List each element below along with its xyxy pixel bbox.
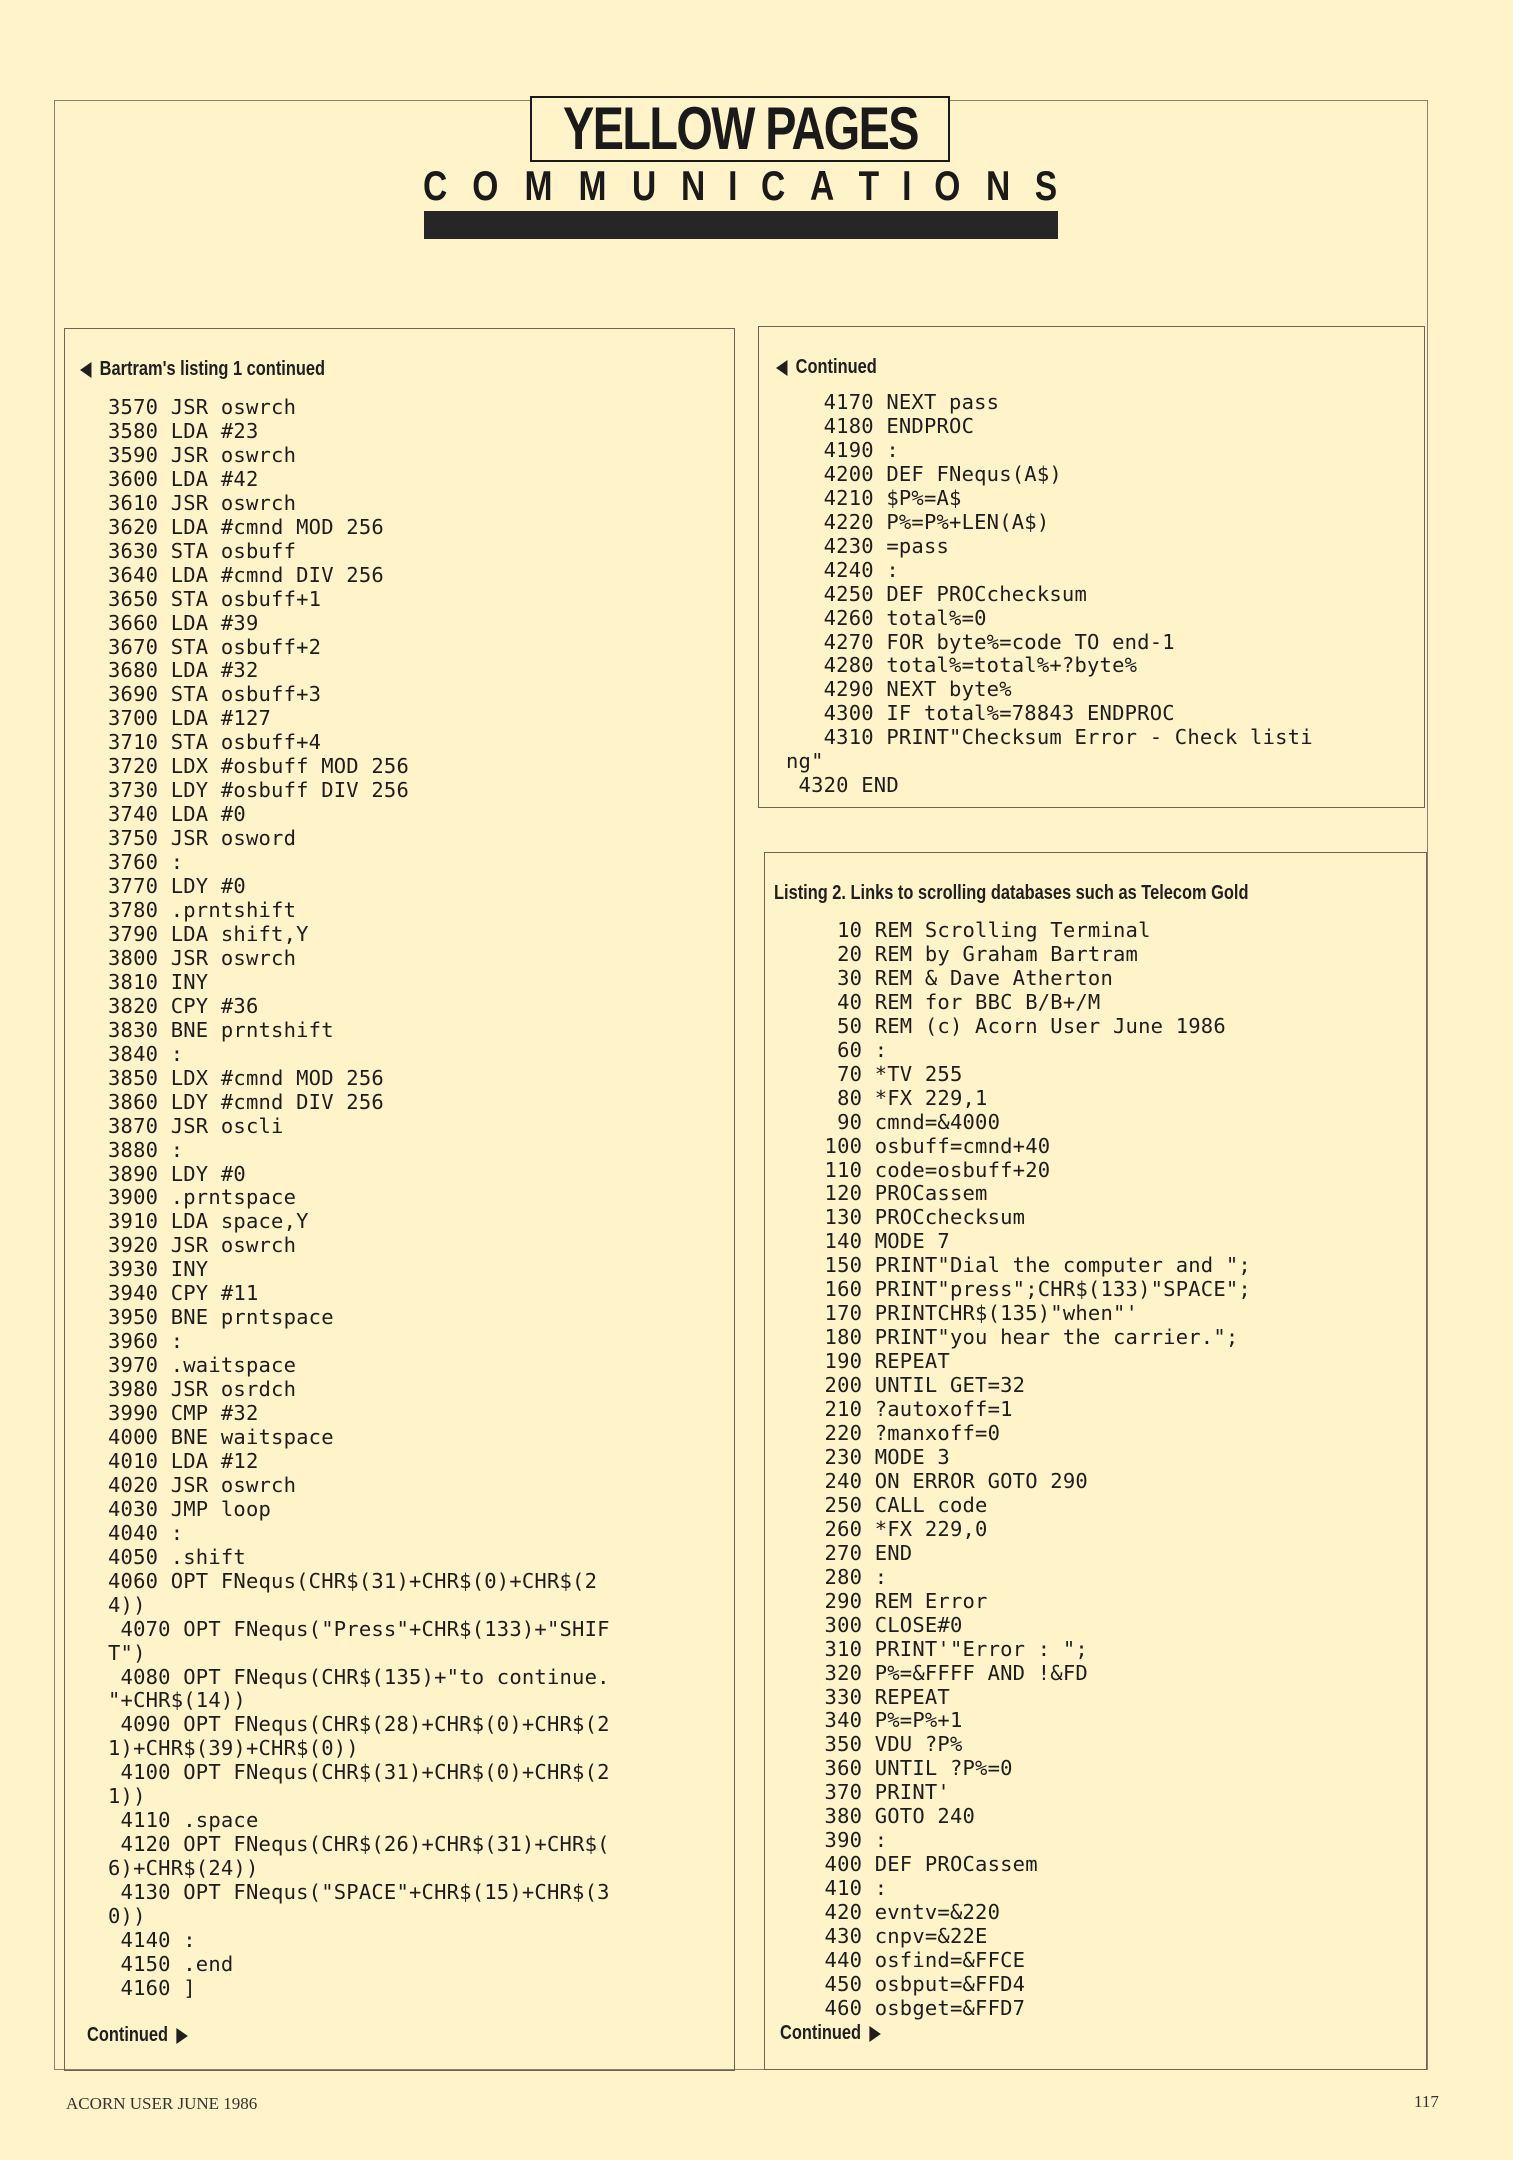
- listing-2-continued: Continued: [780, 2022, 881, 2045]
- listing-2-code: 10 REM Scrolling Terminal 20 REM by Graham Bartram 30 REM & Dave Atherton 40 REM for BBC B/B+/M 50 REM (c) Acorn User June 1986 60 : 70 *TV 255 80 *FX 229,1 90 cmnd=&4000 100 osbuff=cmnd+40 110 code=osbuff+20 120 PROCassem 130 PROCchecksum 140 MODE 7 150 PRINT"Dial the computer and "; 160 PRINT"press";CHR$(133)"SPACE"; 170 PRINTCHR$(135)"when"' 180 PRINT"you hear the carrier."; 190 REPEAT 200 UNTIL GET=32 210 ?autoxoff=1 220 ?manxoff=0 230 MODE 3 240 ON ERROR GOTO 290 250 CALL code 260 *FX 229,0 270 END 280 : 290 REM Error 300 CLOSE#0 310 PRINT'"Error : "; 320 P%=&FFFF AND !&FD 330 REPEAT 340 P%=P%+1 350 VDU ?P% 360 UNTIL ?P%=0 370 PRINT' 380 GOTO 240 390 : 400 DEF PROCassem 410 : 420 evntv=&220 430 cnpv=&22E 440 osfind=&FFCE 450 osbput=&FFD4 460 osbget=&FFD7: [824, 918, 1251, 2020]
- section-letter: M: [524, 162, 553, 209]
- section-letter: O: [472, 162, 499, 209]
- triangle-left-icon: [776, 360, 787, 376]
- section-letter: I: [728, 162, 738, 209]
- section-letter: N: [985, 162, 1011, 209]
- masthead: [530, 96, 950, 162]
- continued-code: 4170 NEXT pass 4180 ENDPROC 4190 : 4200 DEF FNequs(A$) 4210 $P%=A$ 4220 P%=P%+LEN(A$) 4230 =pass 4240 : 4250 DEF PROCchecksum 4260 total%=0 4270 FOR byte%=code TO end-1 4280 total%=total%+?byte% 4290 NEXT byte% 4300 IF total%=78843 ENDPROC 4310 PRINT"Checksum Error - Check listi ng" 4320 END: [786, 390, 1313, 798]
- section-letter: O: [934, 162, 961, 209]
- masthead-title: YELLOW PAGES: [562, 95, 918, 162]
- page-number: 117: [1414, 2092, 1439, 2111]
- section-letter: T: [858, 162, 880, 209]
- section-letter: C: [423, 162, 448, 209]
- triangle-right-icon: [176, 2028, 187, 2044]
- continued-heading: Continued: [776, 356, 877, 379]
- triangle-right-icon: [869, 2026, 880, 2042]
- listing-1-code: 3570 JSR oswrch 3580 LDA #23 3590 JSR oswrch 3600 LDA #42 3610 JSR oswrch 3620 LDA #cmnd MOD 256 3630 STA osbuff 3640 LDA #cmnd DIV 256 3650 STA osbuff+1 3660 LDA #39 3670 STA osbuff+2 3680 LDA #32 3690 STA osbuff+3 3700 LDA #127 3710 STA osbuff+4 3720 LDX #osbuff MOD 256 3730 LDY #osbuff DIV 256 3740 LDA #0 3750 JSR osword 3760 : 3770 LDY #0 3780 .prntshift 3790 LDA shift,Y 3800 JSR oswrch 3810 INY 3820 CPY #36 3830 BNE prntshift 3840 : 3850 LDX #cmnd MOD 256 3860 LDY #cmnd DIV 256 3870 JSR oscli 3880 : 3890 LDY #0 3900 .prntspace 3910 LDA space,Y 3920 JSR oswrch 3930 INY 3940 CPY #11 3950 BNE prntspace 3960 : 3970 .waitspace 3980 JSR osrdch 3990 CMP #32 4000 BNE waitspace 4010 LDA #12 4020 JSR oswrch 4030 JMP loop 4040 : 4050 .shift 4060 OPT FNequs(CHR$(31)+CHR$(0)+CHR$(2 4)) 4070 OPT FNequs("Press"+CHR$(133)+"SHIF T") 4080 OPT FNequs(CHR$(135)+"to continue. "+CHR$(14)) 4090 OPT FNequs(CHR$(28)+CHR$(0)+CHR$(2 1)+CHR$(39)+CHR$(0)) 4100 OPT FNequs(CHR$(31)+CHR$(0)+CHR$(2 1)) 4110 .space 4120 OPT FNequs(CHR$(26)+CHR$(31)+CHR$( 6)+CHR$(24)) 4130 OPT FNequs("SPACE"+CHR$(15)+CHR$(3 0)) 4140 : 4150 .end 4160 ]: [108, 395, 610, 2000]
- publication-footer: ACORN USER JUNE 1986: [66, 2094, 258, 2113]
- section-title: [420, 163, 1060, 209]
- listing-2-heading: Listing 2. Links to scrolling databases such as Telecom Gold: [774, 882, 1249, 904]
- section-bar: [424, 211, 1058, 239]
- section-letter: A: [809, 162, 835, 209]
- section-letter: U: [631, 162, 656, 209]
- section-letter: I: [901, 162, 912, 209]
- section-letter: M: [578, 162, 607, 209]
- section-letter: N: [680, 162, 706, 209]
- listing-1-heading: Bartram's listing 1 continued: [80, 358, 325, 381]
- section-letter: C: [760, 162, 785, 209]
- section-letter: S: [1034, 162, 1058, 209]
- triangle-left-icon: [80, 362, 91, 378]
- listing-1-continued: Continued: [87, 2024, 188, 2047]
